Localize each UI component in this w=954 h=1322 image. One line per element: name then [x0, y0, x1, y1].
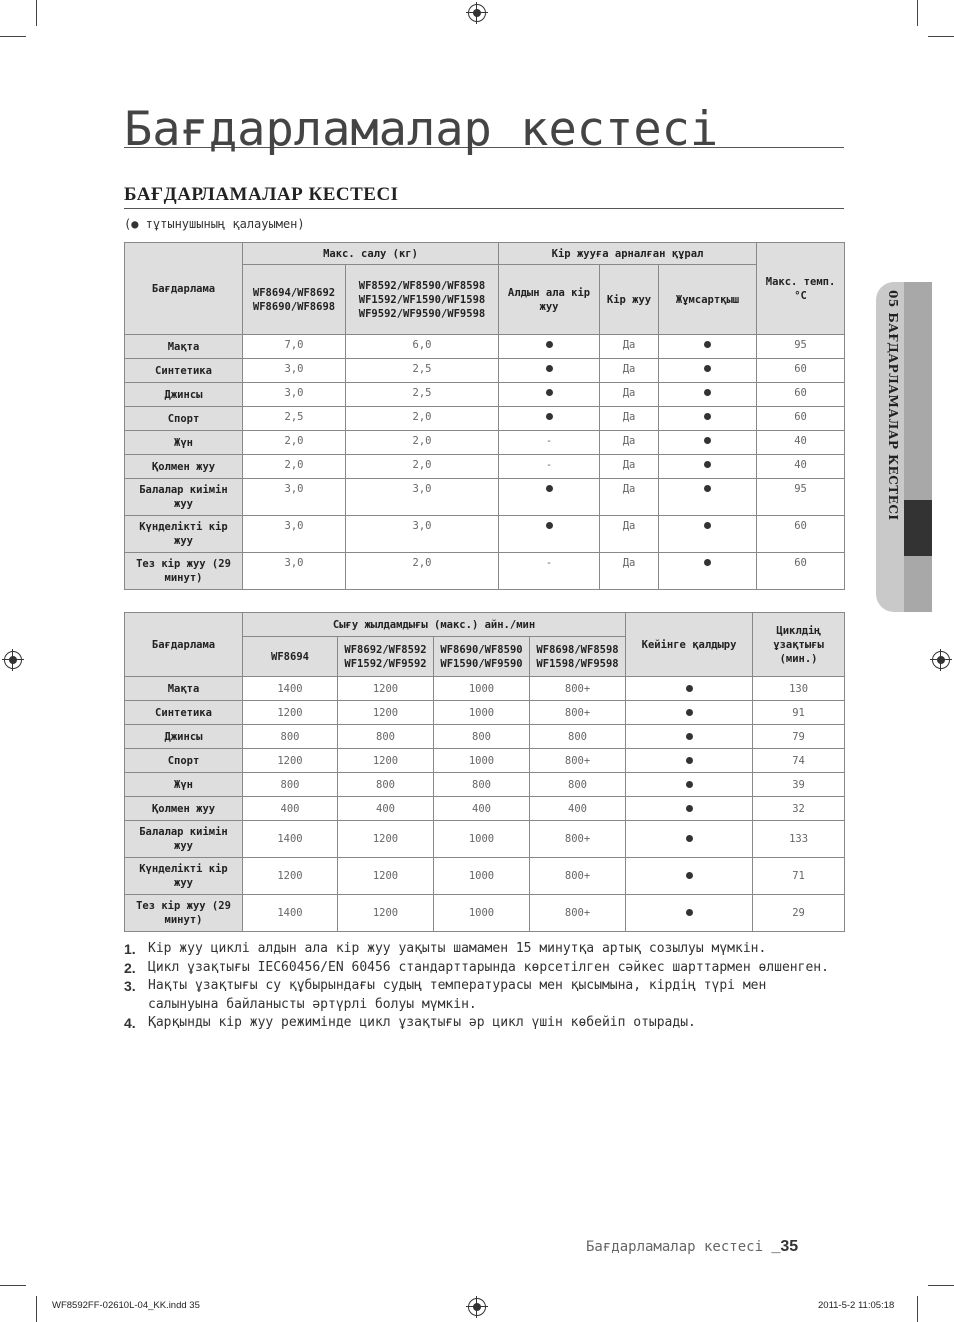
load-b: 2,5	[346, 359, 499, 383]
bullet-dot-icon	[686, 709, 693, 716]
load-b: 2,0	[346, 553, 499, 590]
crop-mark	[0, 1285, 26, 1286]
bullet-dot-icon	[704, 341, 711, 348]
cycle-duration: 74	[753, 749, 845, 773]
page-number: _35	[771, 1238, 799, 1255]
table-row	[125, 858, 845, 895]
delay-start	[626, 895, 753, 932]
spin-model-3: 1000	[434, 749, 530, 773]
section-heading: БАҒДАРЛАМАЛАР КЕСТЕСІ	[124, 184, 844, 209]
delay-start	[626, 858, 753, 895]
load-a: 3,0	[243, 383, 346, 407]
registration-mark-icon	[468, 1298, 486, 1316]
registration-mark-icon	[932, 651, 950, 669]
bullet-dot-icon	[704, 365, 711, 372]
bullet-dot-icon	[546, 365, 553, 372]
delay-start	[626, 821, 753, 858]
bullet-dot-icon	[686, 909, 693, 916]
prewash	[499, 359, 600, 383]
bullet-dot-icon	[704, 389, 711, 396]
max-temp: 60	[757, 359, 845, 383]
crop-mark	[36, 0, 37, 26]
load-b: 2,0	[346, 431, 499, 455]
bullet-dot-icon	[546, 485, 553, 492]
softener	[659, 335, 757, 359]
footnote-text: Кір жуу циклі алдын ала кір жуу уақыты шамамен 15 минутқа артық созылуы мүмкін.	[148, 941, 767, 956]
footnote-number: 2.	[124, 959, 136, 976]
header-model-2: WF8692/WF8592 WF1592/WF9592	[338, 637, 434, 677]
softener	[659, 516, 757, 553]
bullet-dot-icon	[704, 522, 711, 529]
prewash	[499, 479, 600, 516]
spin-model-2: 1200	[338, 701, 434, 725]
load-b: 3,0	[346, 516, 499, 553]
spin-model-2: 1200	[338, 895, 434, 932]
load-a: 2,0	[243, 455, 346, 479]
crop-mark	[0, 36, 26, 37]
registration-mark-icon	[468, 4, 486, 22]
header-detergent: Кір жууға арналған құрал	[499, 243, 757, 265]
prewash	[499, 383, 600, 407]
table-row	[125, 553, 845, 590]
spin-model-3: 1000	[434, 701, 530, 725]
header-model-4: WF8698/WF8598 WF1598/WF9598	[530, 637, 626, 677]
bullet-dot-icon	[686, 757, 693, 764]
load-b: 2,0	[346, 407, 499, 431]
bullet-dot-icon	[704, 461, 711, 468]
bullet-dot-icon	[546, 389, 553, 396]
delay-start	[626, 773, 753, 797]
wash: Да	[600, 516, 659, 553]
bullet-dot-icon	[704, 485, 711, 492]
program-name: Тез кір жуу (29 минут)	[125, 895, 243, 932]
bullet-dot-icon	[704, 413, 711, 420]
delay-start	[626, 701, 753, 725]
crop-mark	[928, 36, 954, 37]
spin-model-2: 1200	[338, 749, 434, 773]
spin-model-4: 800	[530, 773, 626, 797]
header-model-1: WF8694	[243, 637, 338, 677]
header-model-group-b: WF8592/WF8590/WF8598 WF1592/WF1590/WF1598 WF9592/WF9590/WF9598	[346, 265, 499, 335]
wash: Да	[600, 335, 659, 359]
legend-note: (● тұтынушының қалауымен)	[124, 217, 305, 231]
page-title: Бағдарламалар кестесі	[124, 100, 844, 148]
header-softener: Жұмсартқыш	[659, 265, 757, 335]
imprint-date: 2011-5-2 11:05:18	[818, 1300, 895, 1311]
table-row	[125, 383, 845, 407]
spin-model-3: 400	[434, 797, 530, 821]
prewash: -	[499, 455, 600, 479]
delay-start	[626, 677, 753, 701]
footnotes-list	[124, 940, 844, 1033]
delay-start	[626, 797, 753, 821]
footnote-number: 4.	[124, 1015, 136, 1031]
cycle-duration: 39	[753, 773, 845, 797]
program-name: Джинсы	[125, 383, 243, 407]
max-temp: 60	[757, 516, 845, 553]
program-name: Мақта	[125, 335, 243, 359]
bullet-dot-icon	[546, 522, 553, 529]
crop-mark	[917, 0, 918, 26]
load-b: 6,0	[346, 335, 499, 359]
max-temp: 95	[757, 479, 845, 516]
spin-model-3: 1000	[434, 895, 530, 932]
delay-start	[626, 725, 753, 749]
header-max-load: Макс. салу (кг)	[243, 243, 499, 265]
wash: Да	[600, 431, 659, 455]
program-name: Синтетика	[125, 359, 243, 383]
program-name: Тез кір жуу (29 минут)	[125, 553, 243, 590]
spin-model-1: 1200	[243, 701, 338, 725]
header-model-group-a: WF8694/WF8692 WF8690/WF8698	[243, 265, 346, 335]
delay-start	[626, 749, 753, 773]
table-row	[125, 773, 845, 797]
load-b: 2,0	[346, 455, 499, 479]
table-row	[125, 455, 845, 479]
prewash	[499, 407, 600, 431]
load-b: 2,5	[346, 383, 499, 407]
footnote-item	[124, 977, 844, 1014]
table-row	[125, 431, 845, 455]
wash: Да	[600, 479, 659, 516]
crop-mark	[928, 1285, 954, 1286]
bullet-dot-icon	[546, 413, 553, 420]
wash: Да	[600, 407, 659, 431]
header-program: Бағдарлама	[125, 243, 243, 335]
spin-model-4: 400	[530, 797, 626, 821]
bullet-dot-icon	[686, 781, 693, 788]
spin-model-1: 1400	[243, 895, 338, 932]
program-name: Балалар киімін жуу	[125, 479, 243, 516]
spin-model-4: 800+	[530, 677, 626, 701]
wash: Да	[600, 455, 659, 479]
spin-model-1: 400	[243, 797, 338, 821]
program-name: Қолмен жуу	[125, 455, 243, 479]
prewash	[499, 516, 600, 553]
header-prewash: Алдын ала кір жуу	[499, 265, 600, 335]
table-row	[125, 479, 845, 516]
cycle-duration: 32	[753, 797, 845, 821]
table-row	[125, 725, 845, 749]
imprint-file: WF8592FF-02610L-04_KK.indd 35	[52, 1300, 200, 1311]
footnote-item	[124, 1014, 844, 1033]
bullet-dot-icon	[686, 733, 693, 740]
footnote-text: Нақты ұзақтығы су құбырындағы судың температурасы мен қысымына, кірдің түрі мен салынуына байланысты әртүрлі болуы мүмкін.	[148, 978, 767, 1012]
load-b: 3,0	[346, 479, 499, 516]
program-name: Синтетика	[125, 701, 243, 725]
spin-model-2: 400	[338, 797, 434, 821]
header-program: Бағдарлама	[125, 613, 243, 677]
spin-model-4: 800	[530, 725, 626, 749]
wash: Да	[600, 359, 659, 383]
spin-model-3: 1000	[434, 677, 530, 701]
program-name: Жүн	[125, 431, 243, 455]
spin-model-1: 1200	[243, 749, 338, 773]
load-a: 2,0	[243, 431, 346, 455]
program-name: Балалар киімін жуу	[125, 821, 243, 858]
spin-model-1: 1400	[243, 821, 338, 858]
wash: Да	[600, 383, 659, 407]
page-footer	[586, 1238, 798, 1256]
cycle-duration: 130	[753, 677, 845, 701]
bullet-dot-icon	[704, 437, 711, 444]
footnote-text: Цикл ұзақтығы IEC60456/EN 60456 стандарттарында көрсетілген сәйкес шарттармен өлшенген.	[148, 959, 829, 975]
program-name: Мақта	[125, 677, 243, 701]
crop-mark	[36, 1296, 37, 1322]
spin-model-3: 800	[434, 773, 530, 797]
table-row	[125, 797, 845, 821]
bullet-dot-icon	[686, 872, 693, 879]
program-name: Қолмен жуу	[125, 797, 243, 821]
table-row	[125, 677, 845, 701]
spin-model-2: 1200	[338, 677, 434, 701]
softener	[659, 383, 757, 407]
program-name: Күнделікті кір жуу	[125, 516, 243, 553]
chapter-tab-label: 05 БАҒДАРЛАМАЛАР КЕСТЕСІ	[886, 290, 900, 521]
table-row	[125, 359, 845, 383]
program-name: Спорт	[125, 407, 243, 431]
spin-model-4: 800+	[530, 858, 626, 895]
header-delay: Кейінге қалдыру	[626, 613, 753, 677]
softener	[659, 479, 757, 516]
footnote-number: 1.	[124, 941, 136, 957]
softener	[659, 407, 757, 431]
load-a: 3,0	[243, 553, 346, 590]
spin-model-1: 1400	[243, 677, 338, 701]
max-temp: 60	[757, 383, 845, 407]
footnote-number: 3.	[124, 978, 136, 994]
header-max-temp: Макс. темп. °C	[757, 243, 845, 335]
cycle-duration: 79	[753, 725, 845, 749]
prewash: -	[499, 553, 600, 590]
softener	[659, 455, 757, 479]
chapter-tab-marker	[904, 500, 932, 556]
spin-model-2: 1200	[338, 821, 434, 858]
max-temp: 95	[757, 335, 845, 359]
softener	[659, 359, 757, 383]
table-row	[125, 335, 845, 359]
program-name: Спорт	[125, 749, 243, 773]
spin-model-1: 1200	[243, 858, 338, 895]
load-a: 7,0	[243, 335, 346, 359]
program-name: Күнделікті кір жуу	[125, 858, 243, 895]
header-duration: Циклдің ұзақтығы (мин.)	[753, 613, 845, 677]
spin-model-3: 1000	[434, 821, 530, 858]
load-a: 2,5	[243, 407, 346, 431]
prewash: -	[499, 431, 600, 455]
prewash	[499, 335, 600, 359]
softener	[659, 431, 757, 455]
softener	[659, 553, 757, 590]
table-row	[125, 407, 845, 431]
bullet-dot-icon	[686, 685, 693, 692]
bullet-dot-icon	[546, 341, 553, 348]
cycle-duration: 91	[753, 701, 845, 725]
spin-model-4: 800+	[530, 895, 626, 932]
spin-model-4: 800+	[530, 821, 626, 858]
footnote-item	[124, 940, 844, 959]
bullet-dot-icon	[686, 805, 693, 812]
spin-model-3: 1000	[434, 858, 530, 895]
header-spin-speed: Сығу жылдамдығы (макс.) айн./мин	[243, 613, 626, 637]
spin-model-3: 800	[434, 725, 530, 749]
cycle-duration: 133	[753, 821, 845, 858]
footnote-item	[124, 959, 844, 978]
chapter-tab-stripe	[904, 282, 932, 612]
registration-mark-icon	[4, 651, 22, 669]
program-spin-table	[124, 612, 845, 932]
cycle-duration: 71	[753, 858, 845, 895]
load-a: 3,0	[243, 359, 346, 383]
max-temp: 60	[757, 407, 845, 431]
load-a: 3,0	[243, 479, 346, 516]
table-row	[125, 749, 845, 773]
header-model-3: WF8690/WF8590 WF1590/WF9590	[434, 637, 530, 677]
wash: Да	[600, 553, 659, 590]
table-row	[125, 701, 845, 725]
program-name: Жүн	[125, 773, 243, 797]
spin-model-4: 800+	[530, 749, 626, 773]
crop-mark	[917, 1296, 918, 1322]
table-row	[125, 895, 845, 932]
load-a: 3,0	[243, 516, 346, 553]
bullet-dot-icon	[686, 835, 693, 842]
spin-model-4: 800+	[530, 701, 626, 725]
program-load-table	[124, 242, 845, 590]
max-temp: 40	[757, 431, 845, 455]
table-row	[125, 821, 845, 858]
max-temp: 40	[757, 455, 845, 479]
header-wash: Кір жуу	[600, 265, 659, 335]
program-name: Джинсы	[125, 725, 243, 749]
bullet-dot-icon	[704, 559, 711, 566]
table-row	[125, 516, 845, 553]
spin-model-1: 800	[243, 773, 338, 797]
spin-model-2: 1200	[338, 858, 434, 895]
max-temp: 60	[757, 553, 845, 590]
footer-label: Бағдарламалар кестесі	[586, 1239, 764, 1255]
spin-model-2: 800	[338, 773, 434, 797]
spin-model-2: 800	[338, 725, 434, 749]
cycle-duration: 29	[753, 895, 845, 932]
spin-model-1: 800	[243, 725, 338, 749]
footnote-text: Қарқынды кір жуу режимінде цикл ұзақтығы әр цикл үшін көбейіп отырады.	[148, 1015, 696, 1030]
